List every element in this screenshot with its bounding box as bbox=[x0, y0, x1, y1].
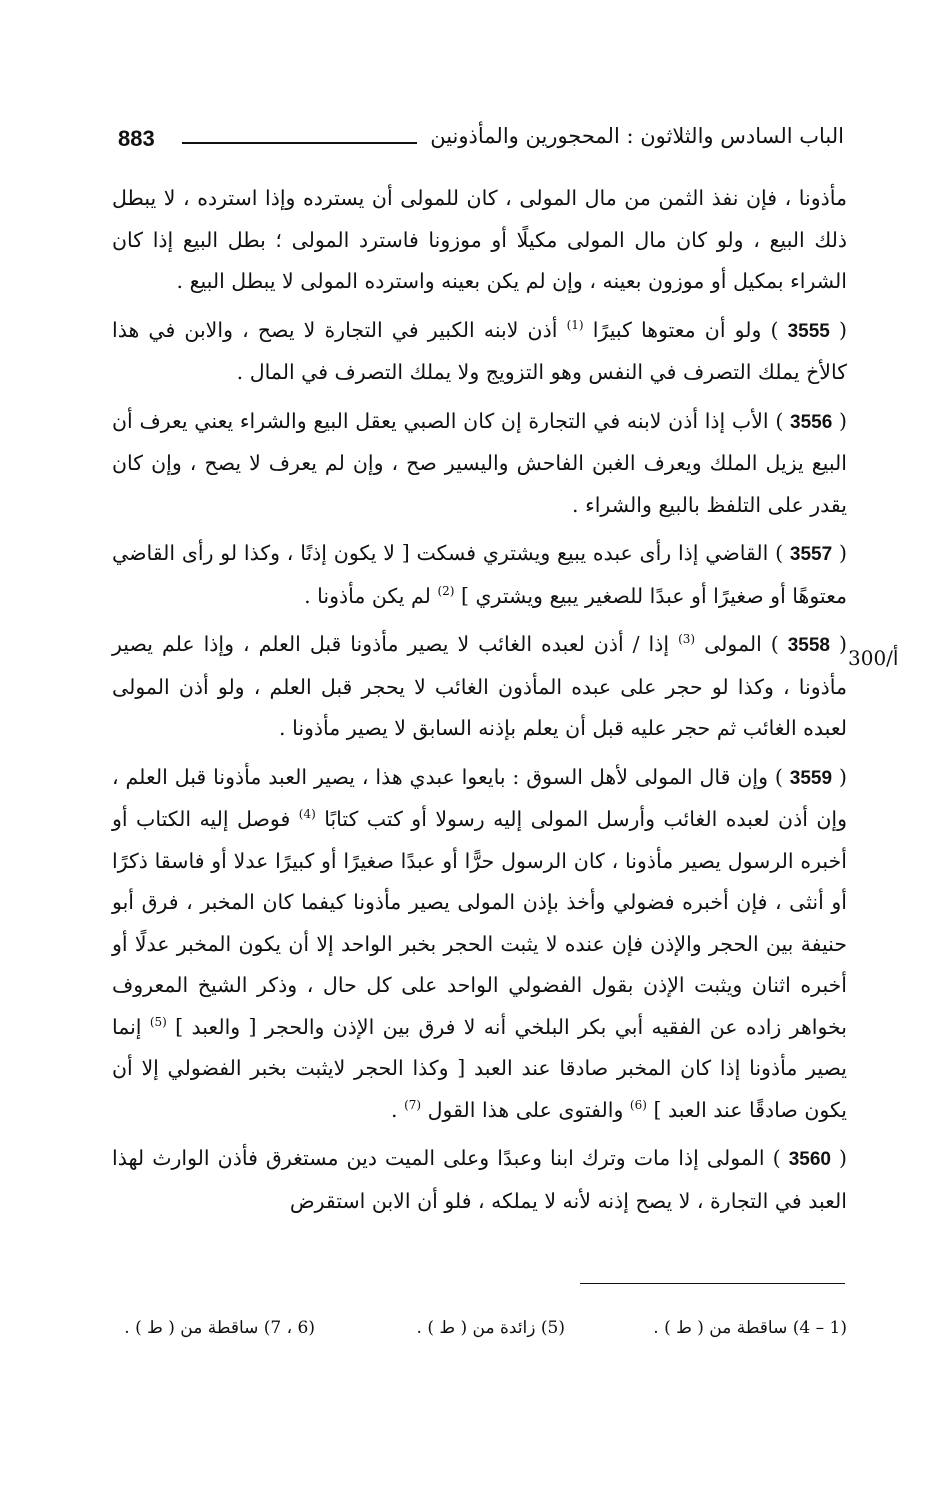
paragraph-text: لم يكن مأذونا . bbox=[304, 583, 431, 608]
footnote-separator bbox=[580, 1283, 845, 1284]
section-number: 3560 bbox=[788, 1149, 831, 1170]
paragraph-text: . bbox=[391, 1097, 398, 1122]
footnote-marker: (2) bbox=[437, 583, 455, 598]
running-header bbox=[110, 120, 844, 160]
footnote-marker: (1) bbox=[566, 317, 584, 332]
manuscript-folio-marker: 300/أ bbox=[848, 646, 899, 670]
footnote-6-7: (6 ، 7) ساقطة من ( ط ) . bbox=[124, 1318, 315, 1338]
chapter-title: الباب السادس والثلاثون : المحجورين والمأذونين bbox=[430, 124, 844, 148]
footnote-marker: (6) bbox=[629, 1097, 647, 1112]
paragraph-text: المولى إذا مات وترك ابنا وعبدًا وعلى الميت دين مستغرق فأذن الوارث لهذا العبد في التجارة ، لا يصح إذنه لأنه لا يملكه ، فلو أن الابن استقرض bbox=[112, 1146, 847, 1213]
paragraph-text: إنما يصير مأذونا إذا كان المخبر صادقا عند العبد [ وكذا الحجر لايثبت بخبر الفضولي إلا أن يكون صادقًا عند العبد ] bbox=[112, 1014, 847, 1122]
footnote-1-4: (1 – 4) ساقطة من ( ط ) . bbox=[653, 1318, 847, 1338]
footnote-marker: (3) bbox=[678, 632, 696, 647]
paragraph-3560: ( 3560 ) المولى إذا مات وترك ابنا وعبدًا وعلى الميت دين مستغرق فأذن الوارث لهذا العبد في التجارة ، لا يصح إذنه لأنه لا يملكه ، فلو أن الابن استقرض bbox=[112, 1146, 848, 1213]
section-number: 3558 bbox=[787, 635, 831, 656]
paragraph-continuation bbox=[112, 178, 847, 303]
page-number: 883 bbox=[118, 126, 155, 151]
paragraph-text: الأب إذا أذن لابنه في التجارة إن كان الصبي يعقل البيع والشراء يعني يعرف أن البيع يزيل الملك ويعرف الغبن الفاحش واليسير صح ، وإن لم يعرف لا يصح ، وإن كان يقدر على التلفظ بالبيع والشراء . bbox=[112, 408, 847, 517]
paragraph-text: وإن قال المولى لأهل السوق : بايعوا عبدي هذا ، يصير العبد مأذونا قبل العلم ، وإن أذن لعبده الغائب وأرسل المولى إليه رسولا أو كتب كتابًا bbox=[112, 764, 847, 831]
paragraph-text: والفتوى على هذا القول bbox=[427, 1097, 624, 1122]
section-number: 3557 bbox=[789, 544, 833, 565]
paragraph-3556: ( 3556 ) الأب إذا أذن لابنه في التجارة إن كان الصبي يعقل البيع والشراء يعني يعرف أن البيع يزيل الملك ويعرف الغبن الفاحش واليسير صح ، وإن لم يعرف لا يصح ، وإن كان يقدر على التلفظ بالبيع والشراء . bbox=[112, 408, 848, 517]
footnote-5: (5) زائدة من ( ط ) . bbox=[416, 1318, 565, 1338]
paragraph-3557: ( 3557 ) القاضي إذا رأى عبده يبيع ويشتري فسكت [ لا يكون إذنًا ، وكذا لو رأى القاضي معتوهًا أو صغيرًا أو عبدًا للصغير يبيع ويشتري ] $^{(2)}$ لم يكن مأذونا . bbox=[112, 541, 847, 608]
footnote-marker: (4) bbox=[298, 807, 316, 822]
paragraph-text: ولو أن معتوها كبيرًا bbox=[592, 317, 762, 342]
paragraph-3558: ( 3558 ) المولى $^{(3)}$ إذا / أذن لعبده الغائب لا يصير مأذونا قبل العلم ، وإذا علم يصير مأذونا ، وكذا لو حجر على عبده المأذون الغائب لا يحجر قبل العلم ، ولو أذن المولى لعبده الغائب ثم حجر عليه قبل أن يعلم بإذنه السابق لا يصير مأذونا . bbox=[112, 632, 847, 740]
paragraph-text: مأذونا ، فإن نفذ الثمن من مال المولى ، كان للمولى أن يسترده وإذا استرده ، لا يبطل ذلك البيع ، ولو كان مال المولى مكيلًا أو موزونا فاسترد المولى ؛ بطل البيع إذا كان الشراء بمكيل أو موزون بعينه ، وإن لم يكن بعينه واسترده المولى لا يبطل البيع . bbox=[112, 186, 847, 293]
footnotes bbox=[112, 1318, 847, 1348]
paragraph-text: إذا / أذن لعبده الغائب لا يصير مأذونا قبل العلم ، وإذا علم يصير مأذونا ، وكذا لو حجر على عبده المأذون الغائب لا يحجر قبل العلم ، ولو أذن المولى لعبده الغائب ثم حجر عليه قبل أن يعلم بإذنه السابق لا يصير مأذونا . bbox=[112, 632, 847, 740]
paragraph-3555: ( 3555 ) ولو أن معتوها كبيرًا $^{(1)}$ أذن لابنه الكبير في التجارة لا يصح ، والابن في هذا كالأخ يملك التصرف في النفس وهو التزويج ولا يملك التصرف في المال . bbox=[112, 317, 848, 384]
footnote-marker: (5) bbox=[149, 1014, 167, 1029]
section-number: 3559 bbox=[789, 767, 833, 789]
body-text bbox=[112, 178, 847, 1222]
paragraph-text: القاضي إذا رأى عبده يبيع ويشتري فسكت [ لا يكون إذنًا ، وكذا لو رأى القاضي معتوهًا أو صغيرًا أو عبدًا للصغير يبيع ويشتري ] bbox=[112, 541, 847, 608]
paragraph-3559: ( 3559 ) وإن قال المولى لأهل السوق : بايعوا عبدي هذا ، يصير العبد مأذونا قبل العلم ، وإن أذن لعبده الغائب وأرسل المولى إليه رسولا أو كتب كتابًا $^{(4)}$ فوصل إليه الكتاب أو أخبره الرسول يصير مأذونا ، كان الرسول حرًّا أو عبدًا صغيرًا أو كبيرًا عدلا أو فاسقا ذكرًا أو أنثى ، فإن أخبره فضولي وأخذ بإذن المولى يصير مأذونا كيفما كان المخبر ، فرق أبو حنيفة بين الحجر والإذن فإن عنده لا يثبت الحجر بخبر الواحد إلا أن يكون المخبر عدلًا أو أخبره اثنان ويثبت الإذن بقول الفضولي الواحد على كل حال ، وذكر الشيخ المعروف بخواهر زاده عن الفقيه أبي بكر البلخي أنه لا فرق بين الإذن والحجر [ والعبد ] $^{(5)}$ إنما يصير مأذونا إذا كان المخبر صادقا عند العبد [ وكذا الحجر لايثبت بخبر الفضولي إلا أن يكون صادقًا عند العبد ] $^{(6)}$ والفتوى على هذا القول $^{(7)}$ . bbox=[112, 764, 847, 1122]
section-number: 3556 bbox=[790, 411, 833, 433]
paragraph-text: فوصل إليه الكتاب أو أخبره الرسول يصير مأذونا ، كان الرسول حرًّا أو عبدًا صغيرًا أو كبيرًا عدلا أو فاسقا ذكرًا أو أنثى ، فإن أخبره فضولي وأخذ بإذن المولى يصير مأذونا كيفما كان المخبر ، فرق أبو حنيفة بين الحجر والإذن فإن عنده لا يثبت الحجر بخبر الواحد إلا أن يكون المخبر عدلًا أو أخبره اثنان ويثبت الإذن بقول الفضولي الواحد على كل حال ، وذكر الشيخ المعروف بخواهر زاده عن الفقيه أبي بكر البلخي أنه لا فرق بين الإذن والحجر [ والعبد ] bbox=[112, 807, 847, 1039]
footnote-marker: (7) bbox=[404, 1097, 422, 1112]
paragraph-text: أذن لابنه الكبير في التجارة لا يصح ، والابن في هذا كالأخ يملك التصرف في النفس وهو التزويج ولا يملك التصرف في المال . bbox=[112, 317, 847, 384]
section-number: 3555 bbox=[787, 320, 830, 342]
paragraph-text: المولى bbox=[704, 632, 762, 656]
header-rule bbox=[182, 142, 417, 144]
